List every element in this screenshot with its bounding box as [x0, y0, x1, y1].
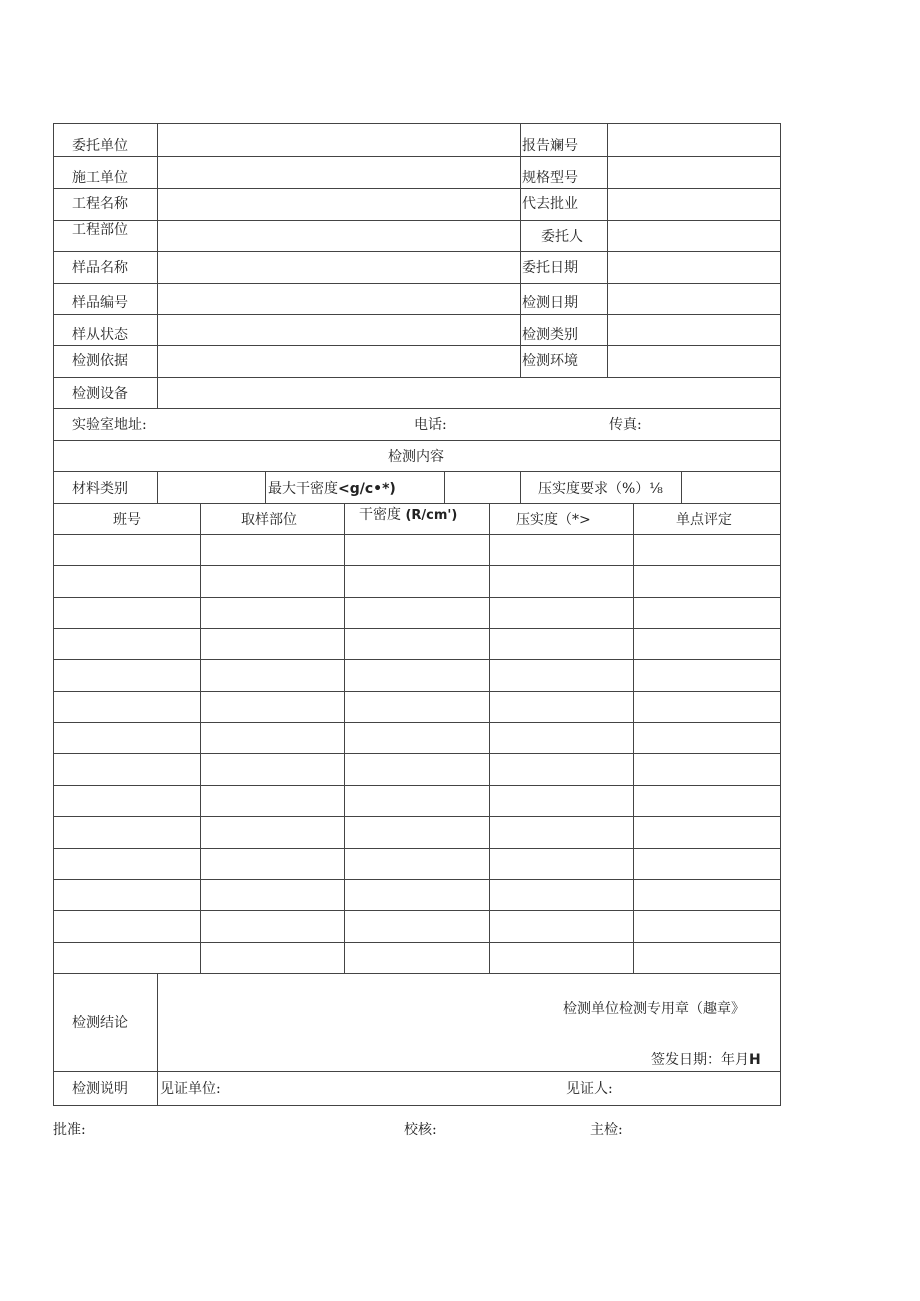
rule — [53, 722, 781, 723]
rule — [681, 471, 682, 503]
rule — [53, 471, 781, 472]
label-test-category: 检测类别 — [522, 327, 578, 343]
label-sample-number: 样品编号 — [72, 295, 128, 311]
rule — [53, 879, 781, 880]
label-test-conclusion: 检测结论 — [72, 1015, 128, 1031]
rule — [520, 471, 521, 503]
rule — [53, 156, 781, 157]
rule — [780, 123, 781, 1106]
rule — [157, 123, 158, 409]
label-witness-person: 见证人: — [566, 1081, 613, 1097]
rule — [53, 691, 781, 692]
max-dry-density-text: 最大干密度 — [268, 481, 338, 497]
max-dry-density-unit: <g/c•*) — [338, 481, 396, 497]
rule — [265, 471, 266, 503]
rule — [53, 440, 781, 441]
label-approve: 批准: — [53, 1122, 86, 1138]
col-header-shift-no: 班号 — [113, 512, 141, 528]
rule — [489, 503, 490, 973]
rule — [53, 848, 781, 849]
issue-date — [651, 1052, 761, 1068]
rule — [53, 123, 54, 1106]
label-test-equipment: 检测设备 — [72, 386, 128, 402]
dry-density-text: 干密度 — [359, 507, 401, 523]
rule — [53, 251, 781, 252]
rule — [53, 659, 781, 660]
rule — [444, 471, 445, 503]
rule — [53, 942, 781, 943]
rule — [157, 973, 158, 1106]
rule — [53, 314, 781, 315]
col-header-dry-density — [359, 507, 457, 524]
rule — [344, 503, 345, 973]
label-review: 校核: — [404, 1122, 437, 1138]
rule — [53, 188, 781, 189]
rule — [53, 910, 781, 911]
label-fax: 传真: — [609, 417, 642, 433]
rule — [53, 1105, 781, 1106]
rule — [157, 471, 158, 503]
label-material-type: 材料类别 — [72, 481, 128, 497]
label-test-basis: 检测依据 — [72, 353, 128, 369]
rule — [53, 123, 781, 124]
label-construction-unit: 施工单位 — [72, 170, 128, 186]
rule — [200, 503, 201, 973]
label-commission-date: 委托日期 — [522, 260, 578, 276]
label-inspect: 主检: — [590, 1122, 623, 1138]
rule — [53, 628, 781, 629]
label-project-name: 工程名称 — [72, 196, 128, 212]
issue-date-suffix: H — [749, 1052, 761, 1068]
label-compaction-requirement: 压实度要求（%）⅛ — [538, 481, 663, 497]
issue-date-label: 签发日期：年月 — [651, 1052, 749, 1068]
label-test-notes: 检测说明 — [72, 1081, 128, 1097]
label-sample-name: 样品名称 — [72, 260, 128, 276]
label-project-section: 工程部位 — [72, 222, 128, 238]
rule — [53, 785, 781, 786]
rule — [53, 597, 781, 598]
rule — [53, 503, 781, 504]
rule — [53, 753, 781, 754]
rule — [53, 816, 781, 817]
label-batch: 代去批业 — [522, 196, 578, 212]
section-title-test-content: 检测内容 — [388, 449, 444, 465]
rule — [53, 283, 781, 284]
label-witness-unit: 见证单位: — [160, 1081, 221, 1097]
rule — [607, 123, 608, 377]
rule — [53, 408, 781, 409]
rule — [53, 377, 781, 378]
col-header-compaction: 压实度（*> — [516, 512, 591, 528]
col-header-sampling-location: 取样部位 — [241, 512, 297, 528]
label-phone: 电话: — [414, 417, 447, 433]
rule — [53, 973, 781, 974]
label-test-date: 检测日期 — [522, 295, 578, 311]
label-spec-model: 规格型号 — [522, 170, 578, 186]
label-consignor: 委托人 — [541, 229, 583, 245]
seal-text: 检测单位检测专用章（趣章》 — [563, 1001, 745, 1017]
label-test-environment: 检测环境 — [522, 353, 578, 369]
label-max-dry-density — [268, 481, 396, 497]
label-sample-state: 样从状态 — [72, 327, 128, 343]
rule — [53, 534, 781, 535]
rule — [633, 503, 634, 973]
rule — [53, 220, 781, 221]
rule — [53, 1071, 781, 1072]
col-header-point-evaluation: 单点评定 — [676, 512, 732, 528]
label-client-unit: 委托单位 — [72, 138, 128, 154]
rule — [53, 345, 781, 346]
dry-density-unit: (R/cm') — [405, 508, 458, 523]
rule — [520, 123, 521, 377]
label-lab-address: 实验室地址: — [72, 417, 147, 433]
rule — [53, 565, 781, 566]
label-report-number: 报告斓号 — [522, 138, 578, 154]
